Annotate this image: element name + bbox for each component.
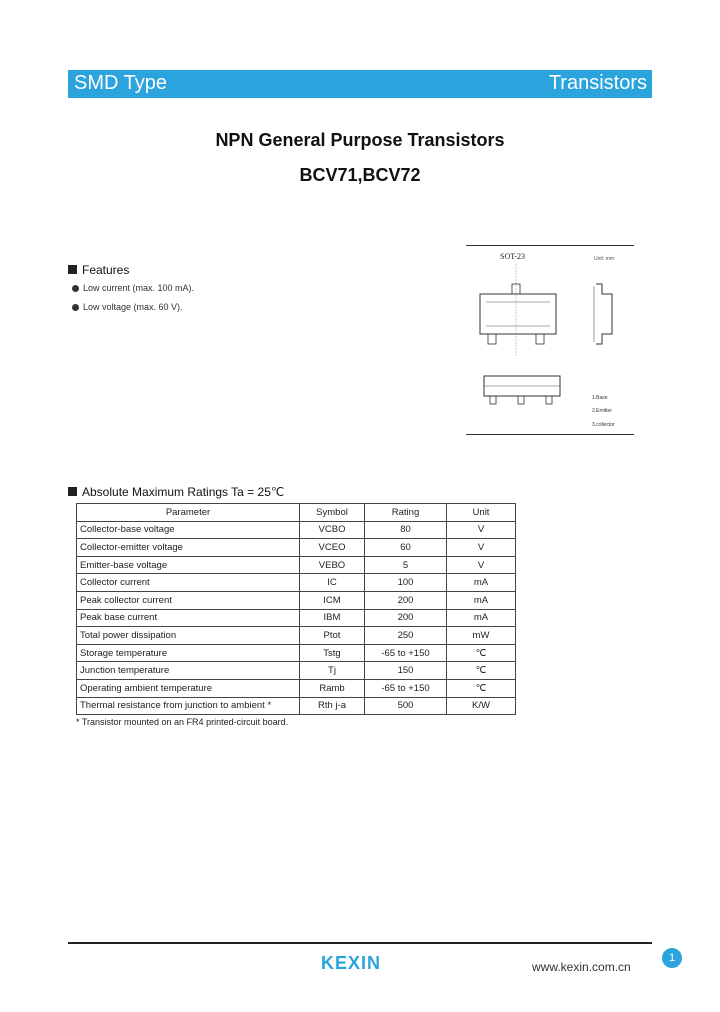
unit-cell: V (447, 556, 516, 574)
table-row (77, 574, 516, 592)
rating-cell: 5 (365, 556, 447, 574)
footnote: * Transistor mounted on an FR4 printed-circuit board. (76, 717, 289, 727)
column-header: Unit (447, 504, 516, 522)
param-cell: Peak collector current (77, 591, 300, 609)
symbol-cell: ICM (300, 591, 365, 609)
company-logo: KEXIN (321, 953, 382, 973)
param-cell: Collector-base voltage (77, 521, 300, 539)
symbol-cell: Tj (300, 662, 365, 680)
param-cell: Operating ambient temperature (77, 679, 300, 697)
unit-cell: ℃ (447, 679, 516, 697)
symbol-cell: Rth j-a (300, 697, 365, 715)
table-row (77, 644, 516, 662)
rating-cell: -65 to +150 (365, 644, 447, 662)
table-row (77, 662, 516, 680)
symbol-cell: VEBO (300, 556, 365, 574)
table-row (77, 697, 516, 715)
column-header: Parameter (77, 504, 300, 522)
symbol-cell: VCEO (300, 539, 365, 557)
pin-label: 1.Base (592, 395, 608, 401)
param-cell: Collector-emitter voltage (77, 539, 300, 557)
table-row (77, 591, 516, 609)
table-row (77, 521, 516, 539)
feature-item: Low voltage (max. 60 V). (72, 302, 183, 312)
package-drawing (466, 245, 634, 435)
unit-cell: K/W (447, 697, 516, 715)
table-row (77, 679, 516, 697)
param-cell: Emitter-base voltage (77, 556, 300, 574)
unit-cell: ℃ (447, 662, 516, 680)
header-left: SMD Type (74, 72, 167, 94)
unit-cell: mA (447, 609, 516, 627)
table-header-row (77, 504, 516, 522)
rating-cell: -65 to +150 (365, 679, 447, 697)
symbol-cell: VCBO (300, 521, 365, 539)
param-cell: Peak base current (77, 609, 300, 627)
symbol-cell: Ptot (300, 627, 365, 645)
unit-cell: mW (447, 627, 516, 645)
rating-cell: 500 (365, 697, 447, 715)
square-bullet-icon (68, 265, 77, 274)
symbol-cell: Ramb (300, 679, 365, 697)
table-row (77, 627, 516, 645)
pin-label: 3.collector (592, 422, 615, 428)
column-header: Symbol (300, 504, 365, 522)
package-name: SOT-23 (500, 252, 526, 261)
rating-cell: 150 (365, 662, 447, 680)
table-row (77, 609, 516, 627)
unit-cell: V (447, 539, 516, 557)
ratings-heading: Absolute Maximum Ratings Ta = 25℃ (68, 485, 284, 499)
unit-cell: mA (447, 574, 516, 592)
rating-cell: 200 (365, 609, 447, 627)
table-row (77, 539, 516, 557)
table-row (77, 556, 516, 574)
pin-label: 2.Emitter (592, 408, 613, 414)
unit-label: Unit: mm (594, 256, 614, 262)
rating-cell: 250 (365, 627, 447, 645)
bullet-icon (72, 285, 79, 292)
rating-cell: 200 (365, 591, 447, 609)
bullet-icon (72, 304, 79, 311)
page-number: 1 (662, 948, 682, 968)
part-number: BCV71,BCV72 (299, 165, 421, 185)
unit-cell: mA (447, 591, 516, 609)
param-cell: Collector current (77, 574, 300, 592)
column-header: Rating (365, 504, 447, 522)
doc-title: NPN General Purpose Transistors (215, 130, 505, 150)
param-cell: Thermal resistance from junction to ambient * (77, 697, 300, 715)
param-cell: Storage temperature (77, 644, 300, 662)
square-bullet-icon (68, 487, 77, 496)
sot23-outline-icon (466, 246, 634, 434)
symbol-cell: Tstg (300, 644, 365, 662)
param-cell: Junction temperature (77, 662, 300, 680)
features-heading: Features (68, 263, 129, 277)
rating-cell: 80 (365, 521, 447, 539)
unit-cell: V (447, 521, 516, 539)
website-link[interactable]: www.kexin.com.cn (532, 960, 631, 974)
footer-divider (68, 942, 652, 944)
header-banner (68, 70, 652, 98)
param-cell: Total power dissipation (77, 627, 300, 645)
symbol-cell: IC (300, 574, 365, 592)
header-right: Transistors (548, 72, 647, 94)
symbol-cell: IBM (300, 609, 365, 627)
rating-cell: 60 (365, 539, 447, 557)
ratings-table (76, 503, 516, 715)
unit-cell: ℃ (447, 644, 516, 662)
rating-cell: 100 (365, 574, 447, 592)
feature-item: Low current (max. 100 mA). (72, 283, 194, 293)
